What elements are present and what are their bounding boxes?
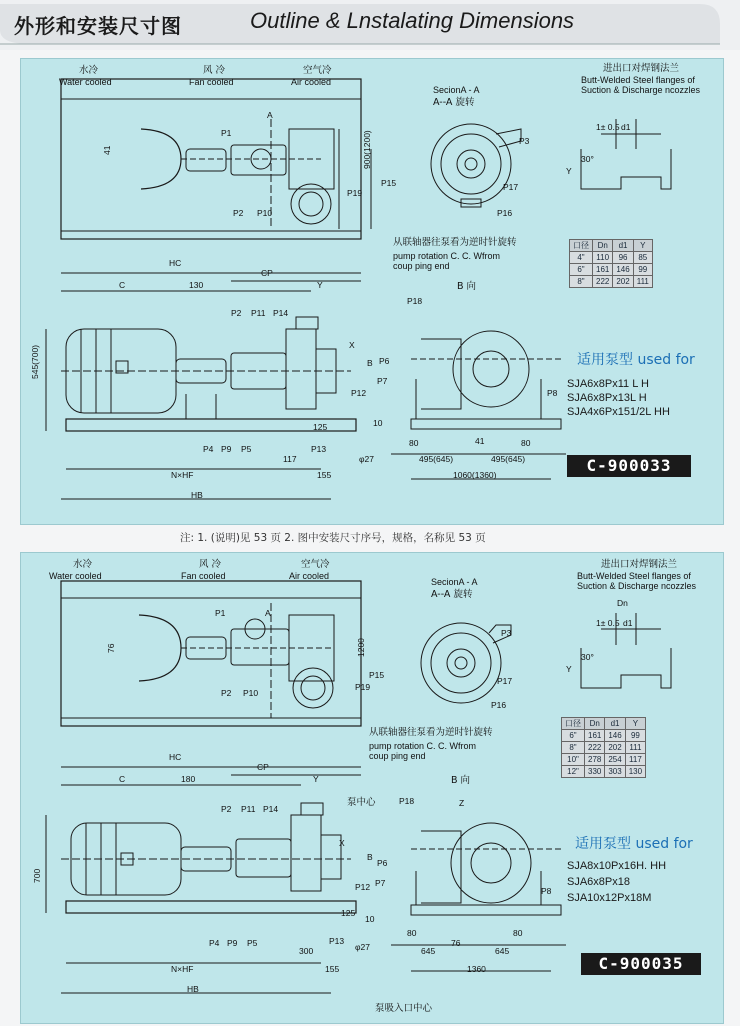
title-chinese: 外形和安装尺寸图 bbox=[14, 14, 182, 38]
table-cell: 8" bbox=[570, 276, 593, 288]
section-subtitle: A--A 旋转 bbox=[433, 97, 475, 108]
table-cell: 202 bbox=[605, 742, 625, 754]
dim-hc: HC bbox=[169, 752, 182, 762]
rotation-en2: coup ping end bbox=[393, 261, 450, 271]
part-p2-side: P2 bbox=[221, 804, 232, 814]
b-view-label: B 向 bbox=[457, 281, 477, 292]
dim-900: 900(1200) bbox=[362, 130, 372, 169]
flange-title-en2: Suction & Discharge ncozzles bbox=[577, 581, 697, 591]
table-row bbox=[570, 276, 653, 288]
dim-300: 300 bbox=[299, 946, 314, 956]
dim-x: X bbox=[349, 340, 355, 350]
table-header: Dn bbox=[593, 240, 613, 252]
table-cell: 111 bbox=[625, 742, 645, 754]
dim-1360: 1360 bbox=[467, 964, 486, 974]
dim-c: C bbox=[119, 774, 126, 784]
part-p19: P19 bbox=[347, 188, 363, 198]
model-1: SJA8x10Px16H. HH bbox=[567, 860, 667, 872]
table-cell: 202 bbox=[613, 276, 633, 288]
water-cooled-en: Water cooled bbox=[59, 77, 112, 87]
air-cooled-en: Air cooled bbox=[289, 571, 330, 581]
flange-angle: 30° bbox=[581, 652, 594, 662]
part-p8: P8 bbox=[541, 886, 552, 896]
rotation-cn: 从联轴器往泵看为逆时针旋转 bbox=[393, 237, 517, 248]
part-p13: P13 bbox=[311, 444, 327, 454]
part-p12: P12 bbox=[355, 882, 371, 892]
drawing-panel-2 bbox=[20, 552, 724, 1024]
table-row bbox=[570, 252, 653, 264]
table-header: Y bbox=[625, 718, 645, 730]
dim-155: 155 bbox=[317, 470, 332, 480]
dim-10: 10 bbox=[365, 914, 375, 924]
rotation-en1: pump rotation C. C. Wfrom bbox=[369, 741, 477, 751]
flange-title-en1: Butt-Welded Steel flanges of bbox=[581, 75, 695, 85]
table-cell: 146 bbox=[613, 264, 633, 276]
dim-495a: 495(645) bbox=[419, 454, 454, 464]
part-p9: P9 bbox=[227, 938, 238, 948]
dim-phi27: φ27 bbox=[359, 454, 374, 464]
part-p17: P17 bbox=[503, 182, 519, 192]
rotation-cn: 从联轴器往泵看为逆时针旋转 bbox=[369, 727, 493, 738]
flange-angle: 30° bbox=[581, 154, 594, 164]
table-cell: 110 bbox=[593, 252, 613, 264]
flange-title-cn: 进出口对焊钢法兰 bbox=[601, 559, 678, 570]
dim-height: 700 bbox=[32, 868, 42, 883]
table-cell: 8" bbox=[562, 742, 585, 754]
table-cell: 254 bbox=[605, 754, 625, 766]
flange-y: Y bbox=[566, 166, 572, 176]
table-cell: 111 bbox=[633, 276, 652, 288]
b-view-label: B 向 bbox=[451, 775, 471, 786]
dim-c: C bbox=[119, 280, 126, 290]
table-header: 口径 bbox=[562, 718, 585, 730]
part-p10: P10 bbox=[257, 208, 273, 218]
model-3: SJA4x6Px151/2L HH bbox=[567, 406, 670, 418]
flange-y: Y bbox=[566, 664, 572, 674]
table-header: Y bbox=[633, 240, 652, 252]
pump-center-label: 泵中心 bbox=[347, 797, 376, 808]
air-cooled-cn: 空气冷 bbox=[303, 65, 332, 76]
part-p2-side: P2 bbox=[231, 308, 242, 318]
table-row bbox=[562, 730, 646, 742]
dim-41-top: 41 bbox=[102, 145, 112, 155]
model-2: SJA6x8Px18 bbox=[567, 876, 630, 888]
part-p3: P3 bbox=[501, 628, 512, 638]
table-cell: 146 bbox=[605, 730, 625, 742]
table-header-row bbox=[562, 718, 646, 730]
dim-height: 545(700) bbox=[30, 344, 40, 379]
dim-117: 117 bbox=[283, 454, 297, 464]
part-p18: P18 bbox=[407, 296, 423, 306]
page-note: 注: 1. (说明)见 53 页 2. 图中安装尺寸序号，规格，名称见 53 页 bbox=[180, 532, 486, 544]
part-p5: P5 bbox=[241, 444, 252, 454]
part-p17: P17 bbox=[497, 676, 513, 686]
flange-d1: d1 bbox=[621, 122, 631, 132]
drawing-panel-1 bbox=[20, 58, 724, 525]
table-header: Dn bbox=[585, 718, 605, 730]
dim-1200: 1200 bbox=[356, 638, 366, 657]
dim-645a: 645 bbox=[421, 946, 436, 956]
table-cell: 130 bbox=[625, 766, 645, 778]
dim-cp: CP bbox=[261, 268, 273, 278]
part-p7: P7 bbox=[377, 376, 388, 386]
table-cell: 99 bbox=[625, 730, 645, 742]
flange-title-en1: Butt-Welded Steel flanges of bbox=[577, 571, 691, 581]
dim-80b: 80 bbox=[521, 438, 531, 448]
dim-125: 125 bbox=[341, 908, 356, 918]
model-2: SJA6x8Px13L H bbox=[567, 392, 647, 404]
part-p11: P11 bbox=[241, 804, 256, 814]
suction-center-label: 泵吸入口中心 bbox=[375, 1003, 433, 1014]
table-cell: 10" bbox=[562, 754, 585, 766]
table-cell: 6" bbox=[570, 264, 593, 276]
water-cooled-cn: 水冷 bbox=[79, 65, 99, 76]
fan-cooled-en: Fan cooled bbox=[189, 77, 234, 87]
table-cell: 12" bbox=[562, 766, 585, 778]
part-p4: P4 bbox=[209, 938, 220, 948]
section-title: SecionA - A bbox=[431, 577, 478, 587]
dim-x: X bbox=[339, 838, 345, 848]
table-cell: 161 bbox=[585, 730, 605, 742]
air-cooled-en: Air cooled bbox=[291, 77, 332, 87]
rotation-en1: pump rotation C. C. Wfrom bbox=[393, 251, 501, 261]
dim-y: Y bbox=[313, 774, 319, 784]
table-cell: 303 bbox=[605, 766, 625, 778]
air-cooled-cn: 空气冷 bbox=[301, 559, 330, 570]
table-header-row bbox=[570, 240, 653, 252]
table-cell: 6" bbox=[562, 730, 585, 742]
flange-thickness: 1± 0.5 bbox=[596, 618, 620, 628]
dim-10: 10 bbox=[373, 418, 383, 428]
dim-80a: 80 bbox=[409, 438, 419, 448]
flange-table bbox=[561, 717, 646, 778]
dim-b: B bbox=[367, 358, 373, 368]
part-p6: P6 bbox=[379, 356, 390, 366]
flange-title-cn: 进出口对焊钢法兰 bbox=[603, 63, 680, 74]
part-p1: P1 bbox=[221, 128, 232, 138]
dim-80a: 80 bbox=[407, 928, 417, 938]
dim-hc: HC bbox=[169, 258, 182, 268]
table-row bbox=[570, 264, 653, 276]
table-header: 口径 bbox=[570, 240, 593, 252]
part-p1: P1 bbox=[215, 608, 226, 618]
dim-cp: CP bbox=[257, 762, 269, 772]
dim-645b: 645 bbox=[495, 946, 510, 956]
dim-76: 76 bbox=[451, 938, 461, 948]
table-row bbox=[562, 742, 646, 754]
part-p19: P19 bbox=[355, 682, 371, 692]
flange-d1: d1 bbox=[623, 618, 633, 628]
dim-1060: 1060(1360) bbox=[453, 470, 497, 480]
fan-cooled-cn: 风 冷 bbox=[203, 65, 226, 76]
fan-cooled-cn: 风 冷 bbox=[199, 559, 222, 570]
part-p14: P14 bbox=[263, 804, 279, 814]
dim-gap: 180 bbox=[181, 774, 196, 784]
table-cell: 222 bbox=[585, 742, 605, 754]
table-cell: 96 bbox=[613, 252, 633, 264]
table-cell: 117 bbox=[625, 754, 645, 766]
section-subtitle: A--A 旋转 bbox=[431, 589, 473, 600]
table-cell: 278 bbox=[585, 754, 605, 766]
dim-nhf: N×HF bbox=[171, 470, 194, 480]
dim-80b: 80 bbox=[513, 928, 523, 938]
dim-z: Z bbox=[459, 798, 465, 808]
table-cell: 222 bbox=[593, 276, 613, 288]
flange-title-en2: Suction & Discharge ncozzles bbox=[581, 85, 701, 95]
dim-495b: 495(645) bbox=[491, 454, 526, 464]
part-p3: P3 bbox=[519, 136, 530, 146]
part-p11: P11 bbox=[251, 308, 266, 318]
part-p4: P4 bbox=[203, 444, 214, 454]
part-p9: P9 bbox=[221, 444, 232, 454]
part-p18: P18 bbox=[399, 796, 415, 806]
dim-a: A bbox=[267, 110, 273, 120]
drawing-code-badge: C-900033 bbox=[567, 455, 691, 477]
part-p14: P14 bbox=[273, 308, 289, 318]
dim-125: 125 bbox=[313, 422, 328, 432]
table-header: d1 bbox=[605, 718, 625, 730]
water-cooled-en: Water cooled bbox=[49, 571, 102, 581]
table-cell: 4" bbox=[570, 252, 593, 264]
drawing-code-badge: C-900035 bbox=[581, 953, 701, 975]
used-for-label: 适用泵型 used for bbox=[577, 352, 695, 368]
water-cooled-cn: 水冷 bbox=[73, 559, 93, 570]
dim-41: 41 bbox=[475, 436, 485, 446]
dim-phi27: φ27 bbox=[355, 942, 370, 952]
dim-b: B bbox=[367, 852, 373, 862]
table-row bbox=[562, 766, 646, 778]
table-cell: 161 bbox=[593, 264, 613, 276]
section-title: SecionA - A bbox=[433, 85, 480, 95]
dim-y: Y bbox=[317, 280, 323, 290]
dim-155: 155 bbox=[325, 964, 340, 974]
table-cell: 99 bbox=[633, 264, 652, 276]
flange-dn: Dn bbox=[617, 598, 628, 608]
dim-76-top: 76 bbox=[106, 643, 116, 653]
part-p2: P2 bbox=[221, 688, 232, 698]
dim-hb: HB bbox=[191, 490, 203, 500]
part-p7: P7 bbox=[375, 878, 386, 888]
model-3: SJA10x12Px18M bbox=[567, 892, 652, 904]
flange-thickness: 1± 0.5 bbox=[596, 122, 620, 132]
flange-table bbox=[569, 239, 653, 288]
page-header bbox=[0, 0, 740, 50]
dim-hb: HB bbox=[187, 984, 199, 994]
used-for-label: 适用泵型 used for bbox=[575, 836, 693, 852]
fan-cooled-en: Fan cooled bbox=[181, 571, 226, 581]
part-p13: P13 bbox=[329, 936, 345, 946]
model-1: SJA6x8Px11 L H bbox=[567, 378, 649, 390]
dim-gap: 130 bbox=[189, 280, 204, 290]
table-header: d1 bbox=[613, 240, 633, 252]
table-cell: 330 bbox=[585, 766, 605, 778]
part-p10: P10 bbox=[243, 688, 259, 698]
part-p15: P15 bbox=[381, 178, 397, 188]
part-p5: P5 bbox=[247, 938, 258, 948]
dim-nhf: N×HF bbox=[171, 964, 194, 974]
part-p16: P16 bbox=[491, 700, 507, 710]
part-p12: P12 bbox=[351, 388, 367, 398]
rotation-en2: coup ping end bbox=[369, 751, 426, 761]
table-row bbox=[562, 754, 646, 766]
part-p2: P2 bbox=[233, 208, 244, 218]
table-cell: 85 bbox=[633, 252, 652, 264]
part-p6: P6 bbox=[377, 858, 388, 868]
title-english: Outline & Lnstalating Dimensions bbox=[250, 8, 575, 33]
part-p8: P8 bbox=[547, 388, 558, 398]
dim-a: A bbox=[265, 608, 271, 618]
part-p15: P15 bbox=[369, 670, 385, 680]
part-p16: P16 bbox=[497, 208, 513, 218]
